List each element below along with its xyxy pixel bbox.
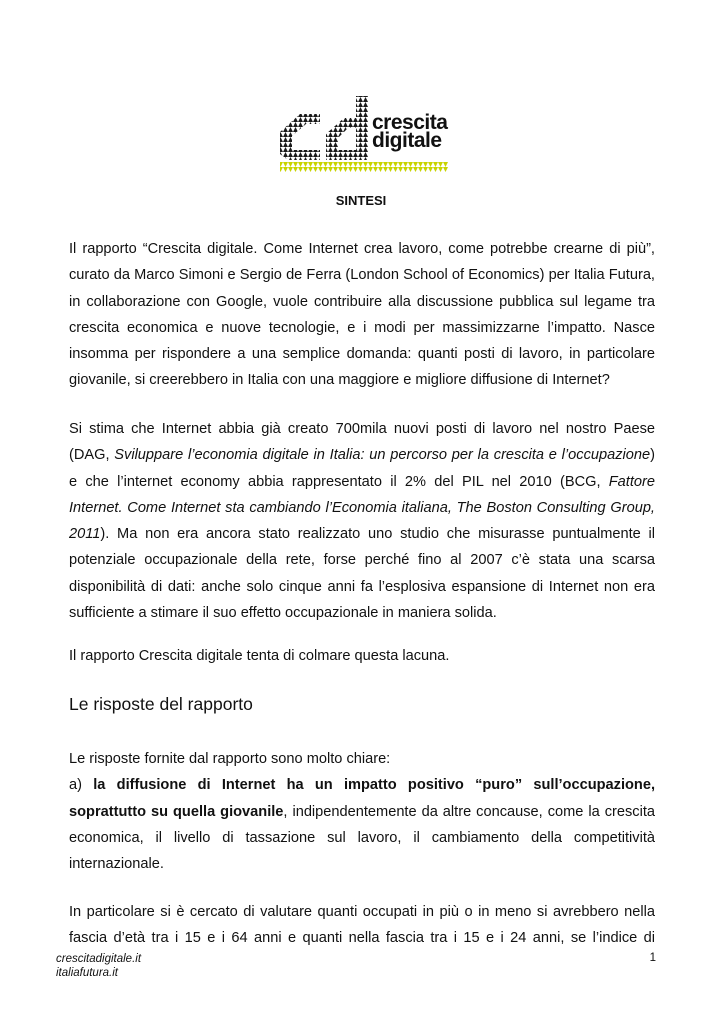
text-line: e che l’internet economy abbia rappresentato il 2% del PIL nel 2010 (BCG, Fattore: [69, 473, 655, 490]
text-line: crescita economica e nuove tecnologie, e i modi per massimizzarne l’impatto. Nasce: [69, 319, 655, 336]
logo-word-digitale: digitale: [372, 129, 442, 152]
text-line: internazionale.: [69, 856, 164, 873]
text-line: 2011). Ma non era ancora stato realizzato uno studio che misurasse puntualmente il: [69, 526, 655, 543]
text-line: In particolare si è cercato di valutare quanti occupati in più o in meno si avrebbero nella: [69, 904, 655, 920]
text-line: (DAG, Sviluppare l’economia digitale in Italia: un percorso per la crescita e l’occupazione): [69, 447, 655, 464]
paragraph-answers: [69, 746, 655, 877]
paragraph-detail: [69, 899, 655, 952]
text-line: Internet. Come Internet sta cambiando l’Economia italiana, The Boston Consulting Group,: [69, 499, 655, 516]
text-line: Il rapporto Crescita digitale tenta di colmare questa lacuna.: [69, 648, 450, 664]
paragraph-gap: [69, 643, 655, 669]
text-line: in collaborazione con Google, vuole contribuire alla discussione pubblica sul legame tra: [69, 293, 655, 310]
text-line: insomma per rispondere a una semplice domanda: quanti posti di lavoro, in particolare: [69, 346, 655, 363]
text-line: soprattutto su quella giovanile, indipendentemente da altre concause, come la crescita: [69, 803, 655, 820]
text-line: Le risposte fornite dal rapporto sono molto chiare:: [69, 751, 391, 767]
text-line: fascia d’età tra i 15 e i 64 anni e quanti nella fascia tra i 15 e i 24 anni, se l’indice di: [69, 930, 655, 947]
page-number: 1: [649, 952, 656, 964]
section-heading: Le risposte del rapporto: [69, 694, 253, 714]
paragraph-estimates: [69, 416, 655, 626]
text-line: disponibilità di dati: anche solo cinque anni fa l’esplosiva espansione di Internet non era: [69, 578, 655, 595]
footer-sites: [56, 952, 141, 980]
paragraph-intro: [69, 236, 655, 394]
text-line: giovanile, si creerebbero in Italia con una maggiore e migliore diffusione di Internet?: [69, 372, 610, 389]
text-line: sufficiente a stimare il suo effetto occupazionale in maniera solida.: [69, 605, 497, 622]
text-line: a) la diffusione di Internet ha un impatto positivo “puro” sull’occupazione,: [69, 777, 655, 794]
text-line: Il rapporto “Crescita digitale. Come Internet crea lavoro, come potrebbe crearne di più”,: [69, 241, 655, 257]
footer-site-crescitadigitale: crescitadigitale.it: [56, 953, 142, 965]
logo-word-crescita: crescita: [372, 111, 448, 134]
document-title: SINTESI: [335, 193, 387, 208]
text-line: economica, il livello di tassazione sul lavoro, il cambiamento della competitività: [69, 829, 655, 846]
footer-site-italiafutura: italiafutura.it: [56, 967, 119, 979]
text-line: curato da Marco Simoni e Sergio de Ferra (London School of Economics) per Italia Futura,: [69, 267, 655, 284]
text-line: Si stima che Internet abbia già creato 700mila nuovi posti di lavoro nel nostro Paese: [69, 421, 655, 437]
text-line: potenziale occupazionale della rete, forse perché fino al 2007 c’è stata una scarsa: [69, 552, 655, 569]
